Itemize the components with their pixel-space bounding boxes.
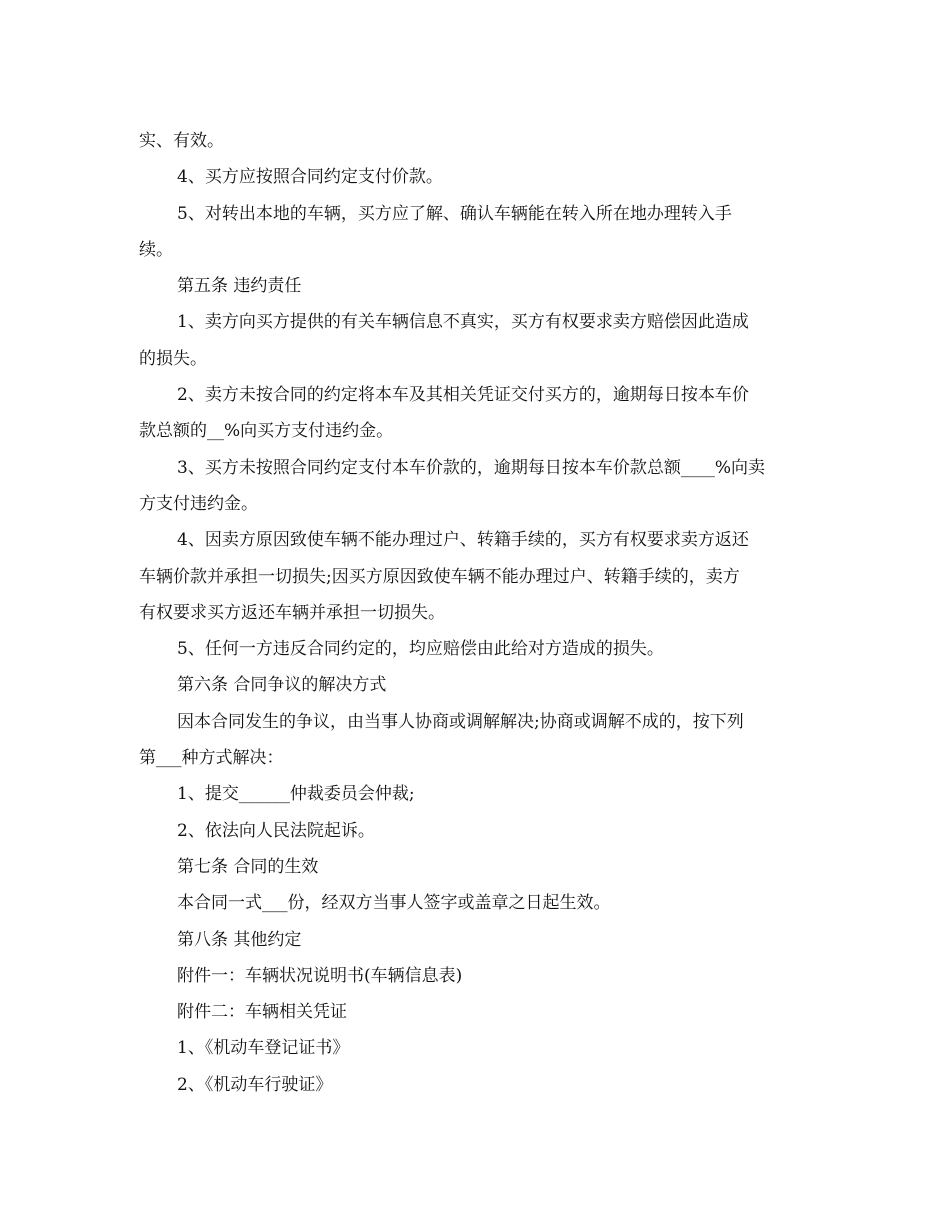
text-line: 2、依法向人民法院起诉。 [177, 820, 375, 841]
text-line: 款总额的__%向买方支付违约金。 [139, 421, 394, 442]
text-line: 续。 [139, 239, 173, 260]
text-line: 的损失。 [139, 348, 207, 369]
text-line: 4、因卖方原因致使车辆不能办理过户、转籍手续的，买方有权要求卖方返还 [177, 530, 749, 551]
text-line: 车辆价款并承担一切损失;因买方原因致使车辆不能办理过户、转籍手续的，卖方 [139, 566, 740, 587]
text-line: 1、卖方向买方提供的有关车辆信息不真实，买方有权要求卖方赔偿因此造成 [177, 312, 749, 333]
text-line: 附件二：车辆相关凭证 [177, 1002, 347, 1023]
text-line: 第六条 合同争议的解决方式 [177, 675, 387, 696]
contract-body [139, 123, 814, 1103]
text-line: 5、对转出本地的车辆，买方应了解、确认车辆能在转入所在地办理转入手 [177, 203, 732, 224]
text-line: 有权要求买方返还车辆并承担一切损失。 [139, 602, 445, 623]
text-line: 1、《机动车登记证书》 [177, 1038, 350, 1059]
text-line: 2、卖方未按合同的约定将本车及其相关凭证交付买方的，逾期每日按本车价 [177, 385, 749, 406]
text-line: 第八条 其他约定 [177, 929, 302, 950]
text-line: 2、《机动车行驶证》 [177, 1074, 333, 1095]
text-line: 因本合同发生的争议，由当事人协商或调解解决;协商或调解不成的，按下列 [177, 711, 744, 732]
text-line: 方支付违约金。 [139, 493, 258, 514]
text-line: 3、买方未按照合同约定支付本车价款的，逾期每日按本车价款总额____%向卖 [177, 457, 765, 478]
text-line: 5、任何一方违反合同约定的，均应赔偿由此给对方造成的损失。 [177, 639, 664, 660]
text-line: 1、提交______仲裁委员会仲裁; [177, 784, 415, 805]
text-line: 4、买方应按照合同约定支付价款。 [177, 167, 443, 188]
text-line: 第___种方式解决： [139, 748, 284, 769]
text-line: 实、有效。 [139, 131, 224, 151]
text-line: 第七条 合同的生效 [177, 856, 319, 877]
text-line: 第五条 违约责任 [177, 276, 302, 297]
text-line: 本合同一式___份，经双方当事人签字或盖章之日起生效。 [177, 893, 611, 914]
text-line: 附件一：车辆状况说明书(车辆信息表) [177, 965, 463, 986]
